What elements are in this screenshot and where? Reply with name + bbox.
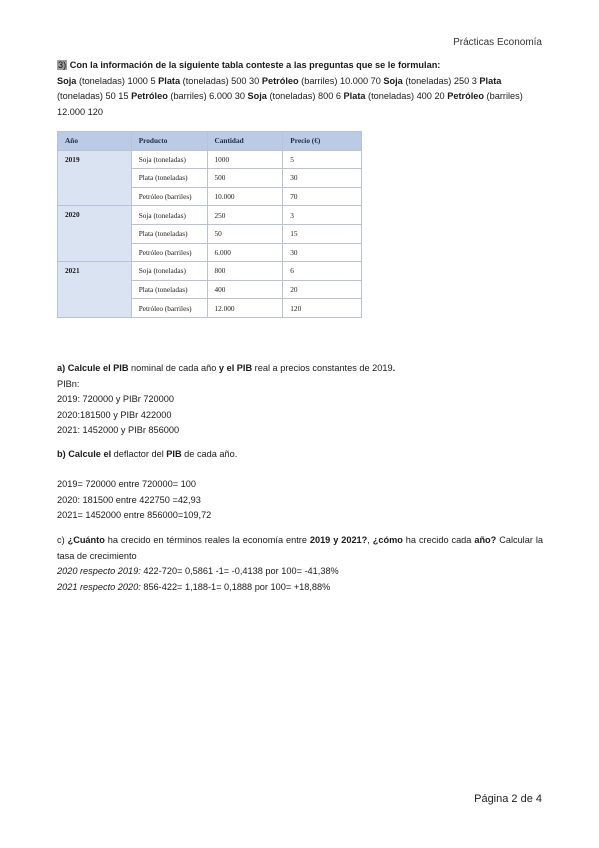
price-cell: 120 (283, 299, 362, 318)
price-cell: 6 (283, 262, 362, 281)
text: (toneladas) 800 6 (266, 91, 344, 101)
question-3-text: Con la información de la siguiente tabla conteste a las preguntas que se le formulan: (67, 60, 441, 70)
answer-line: 2019: 720000 y PIBr 720000 (57, 394, 174, 404)
bold-text: Plata (479, 75, 502, 86)
bold-text: Plata (343, 91, 366, 101)
bold-text: Soja (57, 75, 77, 86)
answer-text: 422-720= 0,5861 -1= -0,4138 por 100= -41,38% (140, 566, 339, 576)
product-cell: Soja (toneladas) (131, 206, 207, 225)
text: Calcular la tasa de crecimiento (57, 535, 543, 561)
product-cell: Plata (toneladas) (131, 280, 207, 299)
table-row (58, 206, 362, 225)
col-header-quantity: Cantidad (207, 132, 283, 151)
question-b-title (57, 447, 543, 463)
text: deflactor del (111, 449, 167, 459)
product-cell: Soja (toneladas) (131, 262, 207, 281)
quantity-cell: 250 (207, 206, 283, 225)
quantity-cell: 12.000 (207, 299, 283, 318)
answer-line (57, 580, 543, 596)
product-cell: Petróleo (barriles) (131, 243, 207, 262)
answer-line: 2020: 181500 entre 422750 =42,93 (57, 494, 201, 505)
text: (barriles) 10.000 70 (298, 75, 384, 86)
price-cell: 5 (283, 150, 362, 169)
data-table (57, 131, 362, 318)
answer-text: 856-422= 1,188-1= 0,1888 por 100= +18,88% (140, 581, 331, 592)
text: (toneladas) 400 20 (365, 91, 448, 101)
price-cell: 15 (283, 224, 362, 243)
text: de cada año. (181, 449, 238, 459)
text: (barriles) 12.000 120 (57, 91, 523, 117)
bold-text: Petróleo (447, 91, 484, 101)
product-cell: Petróleo (barriles) (131, 187, 207, 206)
answer-line: 2021= 1452000 entre 856000=109,72 (57, 510, 212, 520)
table-row (58, 262, 362, 281)
bold-text: b) Calcule el (57, 449, 112, 459)
text: real a precios constantes de 2019 (252, 363, 393, 373)
answer-line: 2019= 720000 entre 720000= 100 (57, 479, 196, 489)
product-cell: Plata (toneladas) (131, 224, 207, 243)
product-cell: Plata (toneladas) (131, 169, 207, 188)
answer-a (57, 361, 543, 439)
text: (barriles) 6.000 30 (167, 91, 248, 101)
text: (toneladas) 500 30 (180, 75, 262, 86)
answer-line: PIBn: (57, 378, 80, 389)
price-cell: 70 (283, 187, 362, 206)
text: nominal de cada año (128, 363, 219, 373)
bold-text: ¿Cuánto (67, 535, 105, 545)
text: , (367, 535, 373, 545)
quantity-cell: 50 (207, 224, 283, 243)
price-cell: 30 (283, 243, 362, 262)
bold-text: Petróleo (131, 91, 168, 101)
text: (toneladas) 250 3 (402, 75, 480, 86)
answer-line (57, 564, 543, 580)
product-cell: Petróleo (barriles) (131, 299, 207, 318)
price-cell: 20 (283, 280, 362, 299)
bold-text: PIB (166, 449, 182, 459)
answer-label: 2020 respecto 2019: (57, 566, 141, 576)
answer-c (57, 533, 543, 595)
flattened-table-text (57, 76, 523, 117)
bold-text: Soja (383, 75, 403, 86)
table-row (58, 150, 362, 169)
bold-text: Soja (247, 91, 267, 101)
col-header-year: Año (58, 132, 132, 151)
quantity-cell: 6.000 (207, 243, 283, 262)
bold-text: Plata (158, 75, 181, 86)
text: (toneladas) 50 15 (57, 91, 132, 101)
col-header-price: Precio (€) (283, 132, 362, 151)
bold-text: ¿cómo (372, 535, 403, 545)
table-header-row (58, 132, 362, 151)
quantity-cell: 1000 (207, 150, 283, 169)
product-cell: Soja (toneladas) (131, 150, 207, 169)
answer-b-lines (57, 477, 543, 524)
quantity-cell: 500 (207, 169, 283, 188)
bold-text: y el PIB (218, 363, 253, 373)
page-header: Prácticas Economía (453, 37, 542, 48)
price-cell: 30 (283, 169, 362, 188)
year-cell: 2020 (58, 206, 132, 262)
answer-line: 2020:181500 y PIBr 422000 (57, 409, 172, 420)
bold-text: Petróleo (261, 75, 299, 86)
question-3-intro (57, 58, 543, 120)
quantity-cell: 400 (207, 280, 283, 299)
bold-text: a) Calcule el PIB (57, 363, 129, 373)
quantity-cell: 800 (207, 262, 283, 281)
quantity-cell: 10.000 (207, 187, 283, 206)
page-number: Página 2 de 4 (474, 793, 542, 805)
price-cell: 3 (283, 206, 362, 225)
bold-text: 2019 y 2021? (309, 535, 368, 545)
question-c-title (57, 533, 543, 564)
text: c) (57, 535, 68, 545)
text: (toneladas) 1000 5 (76, 75, 159, 86)
bold-text: . (392, 363, 396, 373)
bold-text: año? (474, 535, 497, 545)
answer-label: 2021 respecto 2020: (57, 581, 141, 592)
year-cell: 2019 (58, 150, 132, 206)
year-cell: 2021 (58, 262, 132, 318)
question-a-title (57, 361, 543, 377)
text: ha crecido cada (402, 535, 475, 545)
answer-line: 2021: 1452000 y PIBr 856000 (57, 425, 180, 435)
col-header-product: Producto (131, 132, 207, 151)
question-number: 3) (58, 60, 67, 70)
text: ha crecido en términos reales la economía entre (104, 535, 310, 545)
answer-b (57, 447, 543, 463)
